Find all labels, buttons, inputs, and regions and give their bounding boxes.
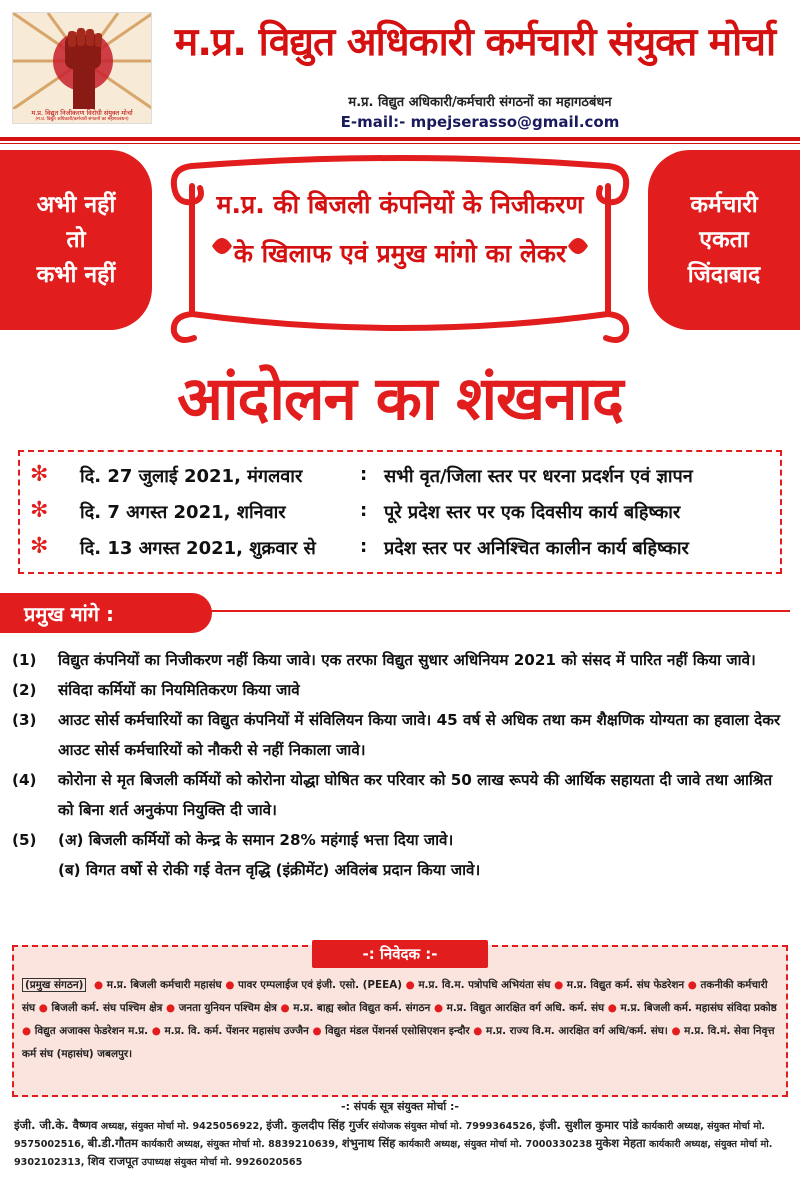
contact-detail: कार्यकारी अध्यक्ष, संयुक्त मोर्चा मो. 7000330238: [398, 1139, 593, 1150]
demand-subtext: (ब) विगत वर्षो से रोकी गई वेतन वृद्धि (इंक्रीमेंट) अविलंब प्रदान किया जावे।: [58, 861, 481, 879]
schedule-date: दि. 13 अगस्त 2021, शुक्रवार से: [80, 538, 316, 559]
asterisk-bullet-icon: ✻: [30, 498, 49, 523]
demand-number: (2): [12, 681, 37, 699]
demand-text: संविदा कर्मियों का नियमितिकरण किया जावे: [58, 681, 300, 699]
schedule-date: दि. 27 जुलाई 2021, मंगलवार: [80, 466, 303, 487]
demand-item: [12, 825, 792, 885]
demand-item: [12, 765, 792, 825]
banner-line-2: के खिलाफ एवं प्रमुख मांगो का लेकर: [233, 239, 567, 268]
badge-left-line: अभी नहीं: [36, 191, 116, 218]
demand-number: (5): [12, 831, 37, 849]
schedule-colon: :: [360, 500, 368, 521]
demand-text: आउट सोर्स कर्मचारियों का विद्युत कंपनियों में संविलियन किया जावे। 45 वर्ष से अधिक तथा कम शैक्षणिक योग्यता का हवाला देकर आउट सोर्स कर्मचारियों को नौकरी से नहीं निकाला जावे।: [58, 711, 781, 759]
organizations-list: (प्रमुख संगठन) ● म.प्र. बिजली कर्मचारी महासंघ ● पावर एम्पलाईज एवं इंजी. एसो. (PEEA) ● म.प्र. वि.म. पत्रोपधि अभियंता संघ ● म.प्र. विद्युत कर्म. संघ फेडरेशन ● तकनीकी कर्मचारी संघ ● बिजली कर्म. संघ पश्चिम क्षेत्र ● जनता युनियन पश्चिम क्षेत्र ● म.प्र. बाह्य स्त्रोत विद्युत कर्म. संगठन ● म.प्र. विद्युत आरक्षित वर्ग अधि. कर्म. संघ ● म.प्र. बिजली कर्म. महासंघ संविदा प्रकोष्ठ ● विद्युत अजाक्स फेडरेशन म.प्र. ● म.प्र. वि. कर्म. पेंशनर महासंघ उज्जैन ● विद्युत मंडल पेंशनर्स एसोसिएशन इन्दौर ● म.प्र. राज्य वि.म. आरक्षित वर्ग अधि/कर्म. संघ। ● म.प्र. वि.मं. सेवा निवृत्त कर्म संघ (महासंघ) जबलपुर।: [22, 979, 777, 1060]
schedule-date: दि. 7 अगस्त 2021, शनिवार: [80, 502, 286, 523]
main-heading: आंदोलन का शंखनाद: [177, 364, 623, 434]
header-rule-thin: [0, 143, 800, 144]
demands-list: [12, 645, 792, 885]
organization-name: विद्युत मंडल पेंशनर्स एसोसिएशन इन्दौर: [325, 1025, 470, 1037]
banner-line-1: म.प्र. की बिजली कंपनियों के निजीकरण: [216, 190, 584, 219]
badge-right-line: एकता: [699, 226, 749, 253]
demand-text: कोरोना से मृत बिजली कर्मियों को कोरोना योद्धा घोषित कर परिवार को 50 लाख रूपये की आर्थिक सहायता दी जावे तथा आश्रित को बिना शर्त अनुकंपा नियुक्ति दी जावे।: [58, 771, 773, 819]
contact-name: बी.डी.गौतम: [87, 1136, 139, 1150]
demand-number: (3): [12, 711, 37, 729]
demands-title: प्रमुख मांगे :: [0, 593, 212, 633]
organization-name: पावर एम्पलाईज एवं इंजी. एसो. (PEEA): [238, 979, 402, 991]
logo-caption: म.प्र. विद्युत निजीकरण विरोधी संयुक्त मोर्चा: [31, 109, 133, 117]
badge-left-line: कभी नहीं: [36, 261, 116, 288]
schedule-action: पूरे प्रदेश स्तर पर एक दिवसीय कार्य बहिष्कार: [384, 502, 681, 523]
schedule-colon: :: [360, 464, 368, 485]
demand-subtext: (अ) बिजली कर्मियों को केन्द्र के समान 28% महंगाई भत्ता दिया जावे।: [58, 831, 454, 849]
contact-detail: अध्यक्ष, संयुक्त मोर्चा मो. 9425056922,: [100, 1121, 263, 1132]
schedule-action: सभी वृत/जिला स्तर पर धरना प्रदर्शन एवं ज्ञापन: [384, 466, 693, 487]
header-rule: [0, 137, 800, 141]
asterisk-bullet-icon: ✻: [30, 534, 49, 559]
nivedak-tag: -: निवेदक :-: [312, 940, 488, 968]
schedule-box: [18, 450, 782, 574]
schedule-row: [26, 462, 776, 494]
org-subtitle: म.प्र. विद्युत अधिकारी/कर्मचारी संगठनों का महागठबंधन: [348, 95, 612, 110]
schedule-action: प्रदेश स्तर पर अनिश्चित कालीन कार्य बहिष्कार: [384, 538, 689, 559]
slogan-badge-left: [0, 150, 152, 330]
organization-name: म.प्र. बाह्य स्त्रोत विद्युत कर्म. संगठन: [293, 1002, 431, 1014]
contact-detail: कार्यकारी अध्यक्ष, संयुक्त मोर्चा मो. 9575002516,: [14, 1121, 766, 1150]
org-email: E-mail:- mpejserasso@gmail.com: [340, 113, 620, 131]
organization-name: जनता युनियन पश्चिम क्षेत्र: [178, 1002, 277, 1014]
contact-name: शंभुनाथ सिंह: [341, 1136, 396, 1150]
organization-name: म.प्र. वि. कर्म. पेंशनर महासंघ उज्जैन: [164, 1025, 309, 1037]
demand-item: [12, 675, 792, 705]
logo-subcaption: (म.प्र. विद्युत अधिकारी/कर्मचारी संगठनों का महागठबंधन): [35, 117, 129, 122]
contact-name: इंजी. कुलदीप सिंह गुर्जर: [266, 1118, 369, 1132]
contact-detail: कार्यकारी अध्यक्ष, संयुक्त मोर्चा मो. 9302102313,: [14, 1139, 773, 1168]
contact-name: इंजी. जी.के. वैष्णव: [14, 1118, 98, 1132]
organization-name: तकनीकी कर्मचारी संघ: [22, 979, 768, 1014]
badge-left-line: तो: [66, 226, 86, 253]
schedule-row: [26, 534, 776, 566]
contact-name: इंजी. सुशील कुमार पांडे: [539, 1118, 639, 1132]
contact-detail: कार्यकारी अध्यक्ष, संयुक्त मोर्चा मो. 8839210639,: [141, 1139, 339, 1150]
organizations-label: (प्रमुख संगठन): [22, 978, 86, 992]
demand-item: [12, 645, 792, 675]
contact-name: मुकेश मेहता: [595, 1136, 646, 1150]
organization-name: म.प्र. राज्य वि.म. आरक्षित वर्ग अधि/कर्म. संघ।: [486, 1025, 668, 1037]
contact-detail: उपाध्यक्ष संयुक्त मोर्चा मो. 9926020565: [141, 1157, 303, 1168]
organization-name: विद्युत अजाक्स फेडरेशन म.प्र.: [34, 1025, 149, 1037]
organization-name: म.प्र. विद्युत कर्म. संघ फेडरेशन: [566, 979, 685, 991]
contact-name: शिव राजपूत: [87, 1154, 139, 1168]
demand-text: विद्युत कंपनियों का निजीकरण नहीं किया जावे। एक तरफा विद्युत सुधार अधिनियम 2021 को संसद में पारित नहीं किया जावे।: [58, 651, 756, 669]
schedule-row: [26, 498, 776, 530]
organization-name: म.प्र. विद्युत आरक्षित वर्ग अधि. कर्म. संघ: [446, 1002, 605, 1014]
asterisk-bullet-icon: ✻: [30, 462, 49, 487]
contacts-heading: -: संपर्क सूत्र संयुक्त मोर्चा :-: [341, 1100, 459, 1113]
slogan-badge-right: [648, 150, 800, 330]
organization-name: म.प्र. वि.मं. सेवा निवृत्त कर्म संघ (महासंघ) जबलपुर।: [22, 1025, 775, 1060]
demand-number: (4): [12, 771, 37, 789]
organization-name: म.प्र. बिजली कर्म. महासंघ संविदा प्रकोष्ठ: [620, 1002, 777, 1014]
contact-detail: संयोजक संयुक्त मोर्चा मो. 7999364526,: [371, 1121, 537, 1132]
organization-name: म.प्र. वि.म. पत्रोपधि अभियंता संघ: [418, 979, 551, 991]
contacts-list: [14, 1117, 790, 1171]
org-title: म.प्र. विद्युत अधिकारी कर्मचारी संयुक्त मोर्चा: [174, 20, 776, 65]
organization-name: बिजली कर्म. संघ पश्चिम क्षेत्र: [51, 1002, 163, 1014]
schedule-colon: :: [360, 536, 368, 557]
badge-right-line: कर्मचारी: [690, 191, 758, 218]
organization-name: म.प्र. बिजली कर्मचारी महासंघ: [106, 979, 222, 991]
badge-right-line: जिंदाबाद: [687, 261, 761, 288]
demand-number: (1): [12, 651, 37, 669]
demand-item: [12, 705, 792, 765]
